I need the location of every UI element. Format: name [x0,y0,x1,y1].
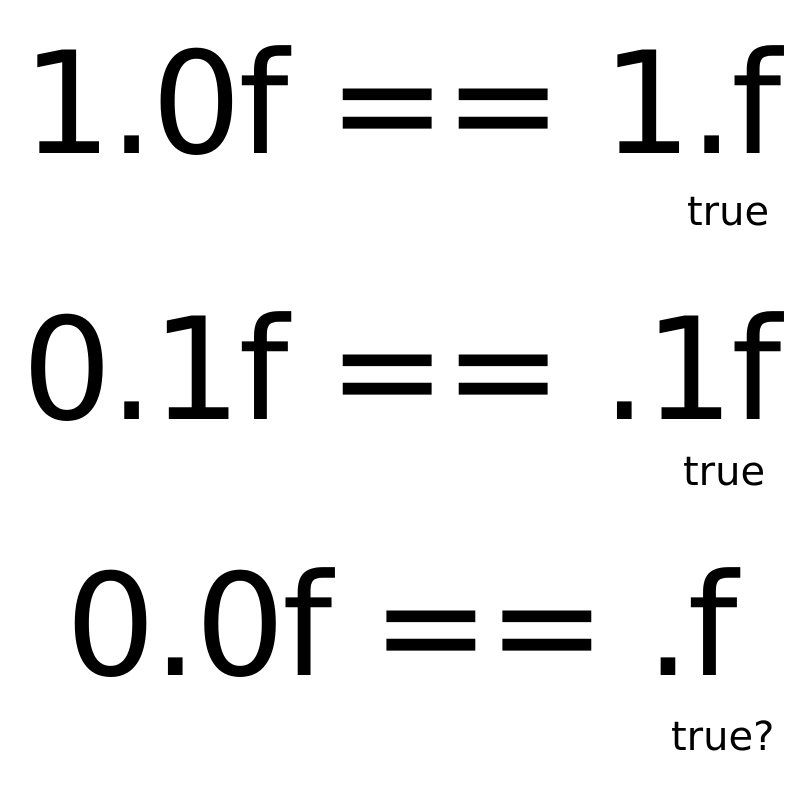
comparison-expression: 0.1f == .1f [21,288,779,453]
comparison-result: true [687,189,770,235]
comparison-row-3 [0,532,800,792]
comparison-result: true? [671,714,775,760]
comparison-row-2 [0,266,800,526]
comparison-expression: 1.0f == 1.f [21,22,779,187]
comparison-expression: 0.0f == .f [65,544,735,709]
comparison-row-1 [0,0,800,260]
comparison-result: true [683,449,766,495]
